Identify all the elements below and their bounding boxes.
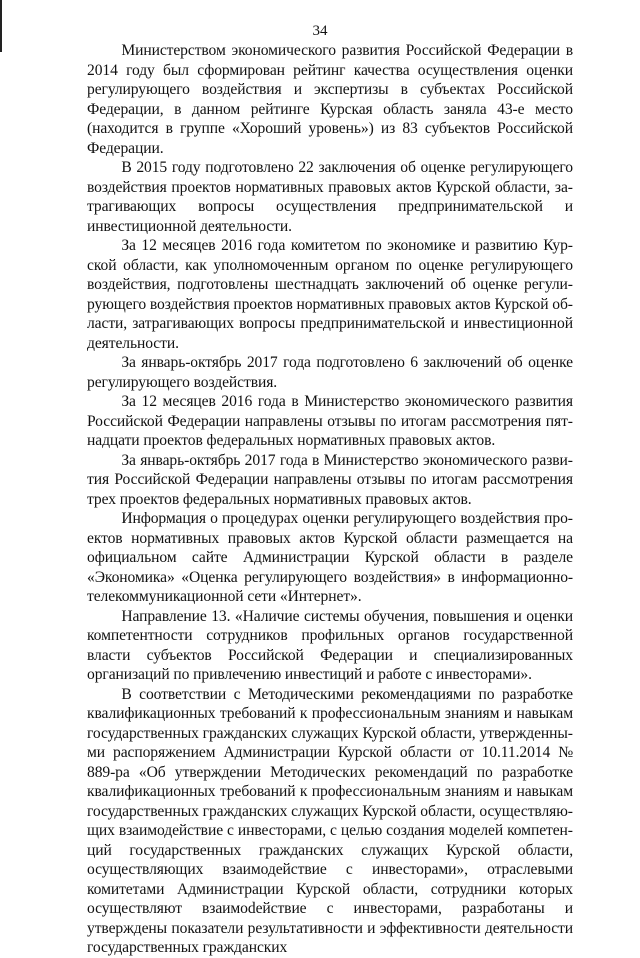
paragraph: Информация о процедурах оценки регулирующего воздействия проектов нормативных правовых актов Курской области размещается на официальном сайте Администрации Курской области в разделе «Экономика» «Оценка регулирующего воздействия» в информационно-телекоммуникационной сети «Интернет».: [87, 510, 573, 605]
paragraph: За январь-октябрь 2017 года подготовлено 6 заключений об оценке регулирующего воздействия.: [87, 354, 573, 391]
paragraph: За 12 месяцев 2016 года комитетом по экономике и развитию Курской области, как уполномоченным органом по оценке регулирующего воздействия, подготовлены шестнадцать заключений об оценке регулирующего воздействия проектов нормативных правовых актов Курской области, затрагивающих вопросы предпринимательской и инвестиционной деятельности.: [87, 237, 573, 352]
paragraph: Направление 13. «Наличие системы обучения, повышения и оценки компетентности сотрудников профильных органов государственной власти субъектов Российской Федерации и специализированных организаций по привлечению инвестиций и работе с инвесторами».: [87, 607, 573, 683]
paragraph: За 12 месяцев 2016 года в Министерство экономического развития Российской Федерации направлены отзывы по итогам рассмотрения пятнадцати проектов федеральных нормативных правовых актов.: [87, 393, 573, 449]
paragraph: В соответствии с Методическими рекомендациями по разработке квалификационных требований к профессиональным знаниям и навыкам государственных гражданских служащих Курской области, утвержденными распоряжением Администрации Курской области от 10.11.2014 № 889-ра «Об утверждении Методических рекомендаций по разработке квалификационных требований к профессиональным знаниям и навыкам государственных гражданских служащих Курской области, осуществляющих взаимодействие с инвесторами, с целью создания моделей компетенций государственных гражданских служащих Курской области, осуществляющих взаимодействие с инвесторами», отраслевыми комитетами Администрации Курской области, сотрудники которых осуществляют взаимоdействие с инвесторами, разработаны и утверждены показатели результативности и эффективности деятельности государственных гражданских: [87, 685, 573, 956]
paragraph: Министерством экономического развития Российской Федерации в 2014 году был сформирован рейтинг качества осуществления оценки регулирующего воздействия и экспертизы в субъектах Российской Федерации, в данном рейтинге Курская область заняла 43-е место (находится в группе «Хороший уровень») из 83 субъектов Российской Федерации.: [87, 42, 573, 157]
page-number: 34: [312, 23, 328, 39]
paragraph: За январь-октябрь 2017 года в Министерство экономического развития Российской Федерации направлены отзывы по итогам рассмотрения трех проектов федеральных нормативных правовых актов.: [87, 451, 573, 508]
paragraph: В 2015 году подготовлено 22 заключения об оценке регулирующего воздействия проектов нормативных правовых актов Курской области, затрагивающих вопросы осуществления предпринимательской и инвестиционной деятельности.: [87, 159, 573, 235]
document-body: [87, 41, 573, 958]
